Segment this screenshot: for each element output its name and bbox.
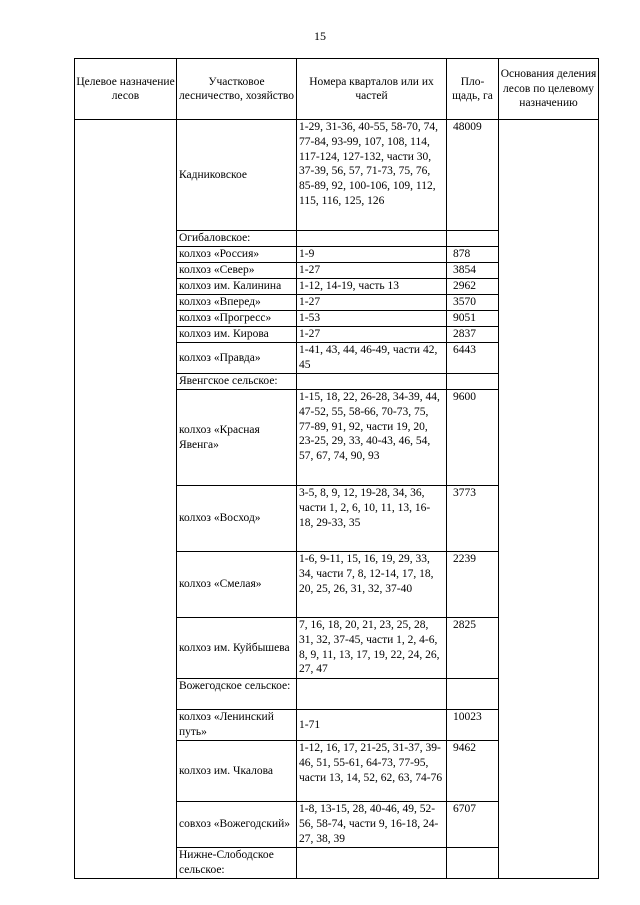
area-cell (447, 679, 499, 710)
area-cell (447, 231, 499, 247)
area-cell: 2825 (447, 618, 499, 679)
area-cell: 2962 (447, 279, 499, 295)
farm-cell: колхоз им. Чкалова (177, 741, 297, 802)
quarters-cell (297, 848, 447, 879)
farm-cell: колхоз им. Кирова (177, 327, 297, 343)
quarters-cell: 1-15, 18, 22, 26-28, 34-39, 44, 47-52, 55, 58-66, 70-73, 75, 77-89, 91, 92, части 19, 20, 23-25, 29, 33, 40-43, 46, 54, 57, 67, 74, 90, 93 (297, 390, 447, 486)
farm-cell: колхоз «Правда» (177, 343, 297, 374)
area-cell (447, 848, 499, 879)
quarters-cell: 1-9 (297, 247, 447, 263)
area-cell (447, 374, 499, 390)
area-cell: 9462 (447, 741, 499, 802)
table-header-row (75, 59, 599, 120)
table-row (75, 120, 599, 231)
farm-cell: колхоз «Россия» (177, 247, 297, 263)
header-farm: Участковое лесничество, хозяйство (177, 59, 297, 120)
basis-cell (499, 120, 599, 879)
quarters-cell: 1-29, 31-36, 40-55, 58-70, 74, 77-84, 93-99, 107, 108, 114, 117-124, 127-132, части 30, 37-39, 56, 57, 71-73, 75, 76, 85-89, 92, 100-106, 109, 112, 115, 116, 125, 126 (297, 120, 447, 231)
farm-cell: Вожегодское сельское: (177, 679, 297, 710)
quarters-cell: 1-71 (297, 710, 447, 741)
area-cell: 9600 (447, 390, 499, 486)
quarters-cell (297, 374, 447, 390)
area-cell: 2837 (447, 327, 499, 343)
header-purpose: Целевое назначение лесов (75, 59, 177, 120)
page-number: 15 (314, 29, 326, 43)
quarters-cell: 1-12, 16, 17, 21-25, 31-37, 39-46, 51, 55-61, 64-73, 77-95, части 13, 14, 52, 62, 63, 74-76 (297, 741, 447, 802)
farm-cell: колхоз им. Куйбышева (177, 618, 297, 679)
area-cell: 2239 (447, 552, 499, 618)
quarters-cell: 1-8, 13-15, 28, 40-46, 49, 52-56, 58-74, части 9, 16-18, 24-27, 38, 39 (297, 802, 447, 848)
farm-cell: колхоз «Вперед» (177, 295, 297, 311)
farm-cell: колхоз «Прогресс» (177, 311, 297, 327)
farm-cell: Явенгское сельское: (177, 374, 297, 390)
area-cell: 10023 (447, 710, 499, 741)
quarters-cell (297, 231, 447, 247)
quarters-cell: 7, 16, 18, 20, 21, 23, 25, 28, 31, 32, 37-45, части 1, 2, 4-6, 8, 9, 11, 13, 17, 19, 22, 24, 26, 27, 47 (297, 618, 447, 679)
purpose-cell (75, 120, 177, 879)
header-basis: Основания деления лесов по целевому назначению (499, 59, 599, 120)
quarters-cell: 1-53 (297, 311, 447, 327)
quarters-cell: 1-12, 14-19, часть 13 (297, 279, 447, 295)
quarters-cell: 1-27 (297, 295, 447, 311)
farm-cell: Огибаловское: (177, 231, 297, 247)
farm-cell: колхоз им. Калинина (177, 279, 297, 295)
farm-cell: колхоз «Ленинский путь» (177, 710, 297, 741)
farm-cell: колхоз «Север» (177, 263, 297, 279)
area-cell: 878 (447, 247, 499, 263)
quarters-cell: 1-6, 9-11, 15, 16, 19, 29, 33, 34, части 7, 8, 12-14, 17, 18, 20, 25, 26, 31, 32, 37-40 (297, 552, 447, 618)
quarters-cell (297, 679, 447, 710)
area-cell: 6707 (447, 802, 499, 848)
farm-cell: колхоз «Красная Явенга» (177, 390, 297, 486)
area-cell: 3570 (447, 295, 499, 311)
area-cell: 6443 (447, 343, 499, 374)
header-quarters: Номера кварталов или их частей (297, 59, 447, 120)
quarters-cell: 1-41, 43, 44, 46-49, части 42, 45 (297, 343, 447, 374)
farm-cell: колхоз «Восход» (177, 486, 297, 552)
farm-cell: колхоз «Смелая» (177, 552, 297, 618)
area-cell: 9051 (447, 311, 499, 327)
quarters-cell: 1-27 (297, 327, 447, 343)
area-cell: 3854 (447, 263, 499, 279)
farm-cell: Кадниковское (177, 120, 297, 231)
header-area: Пло-щадь, га (447, 59, 499, 120)
farm-cell: Нижне-Слободское сельское: (177, 848, 297, 879)
forest-division-table (74, 58, 599, 879)
quarters-cell: 3-5, 8, 9, 12, 19-28, 34, 36, части 1, 2, 6, 10, 11, 13, 16-18, 29-33, 35 (297, 486, 447, 552)
farm-cell: совхоз «Вожегодский» (177, 802, 297, 848)
area-cell: 48009 (447, 120, 499, 231)
quarters-cell: 1-27 (297, 263, 447, 279)
area-cell: 3773 (447, 486, 499, 552)
